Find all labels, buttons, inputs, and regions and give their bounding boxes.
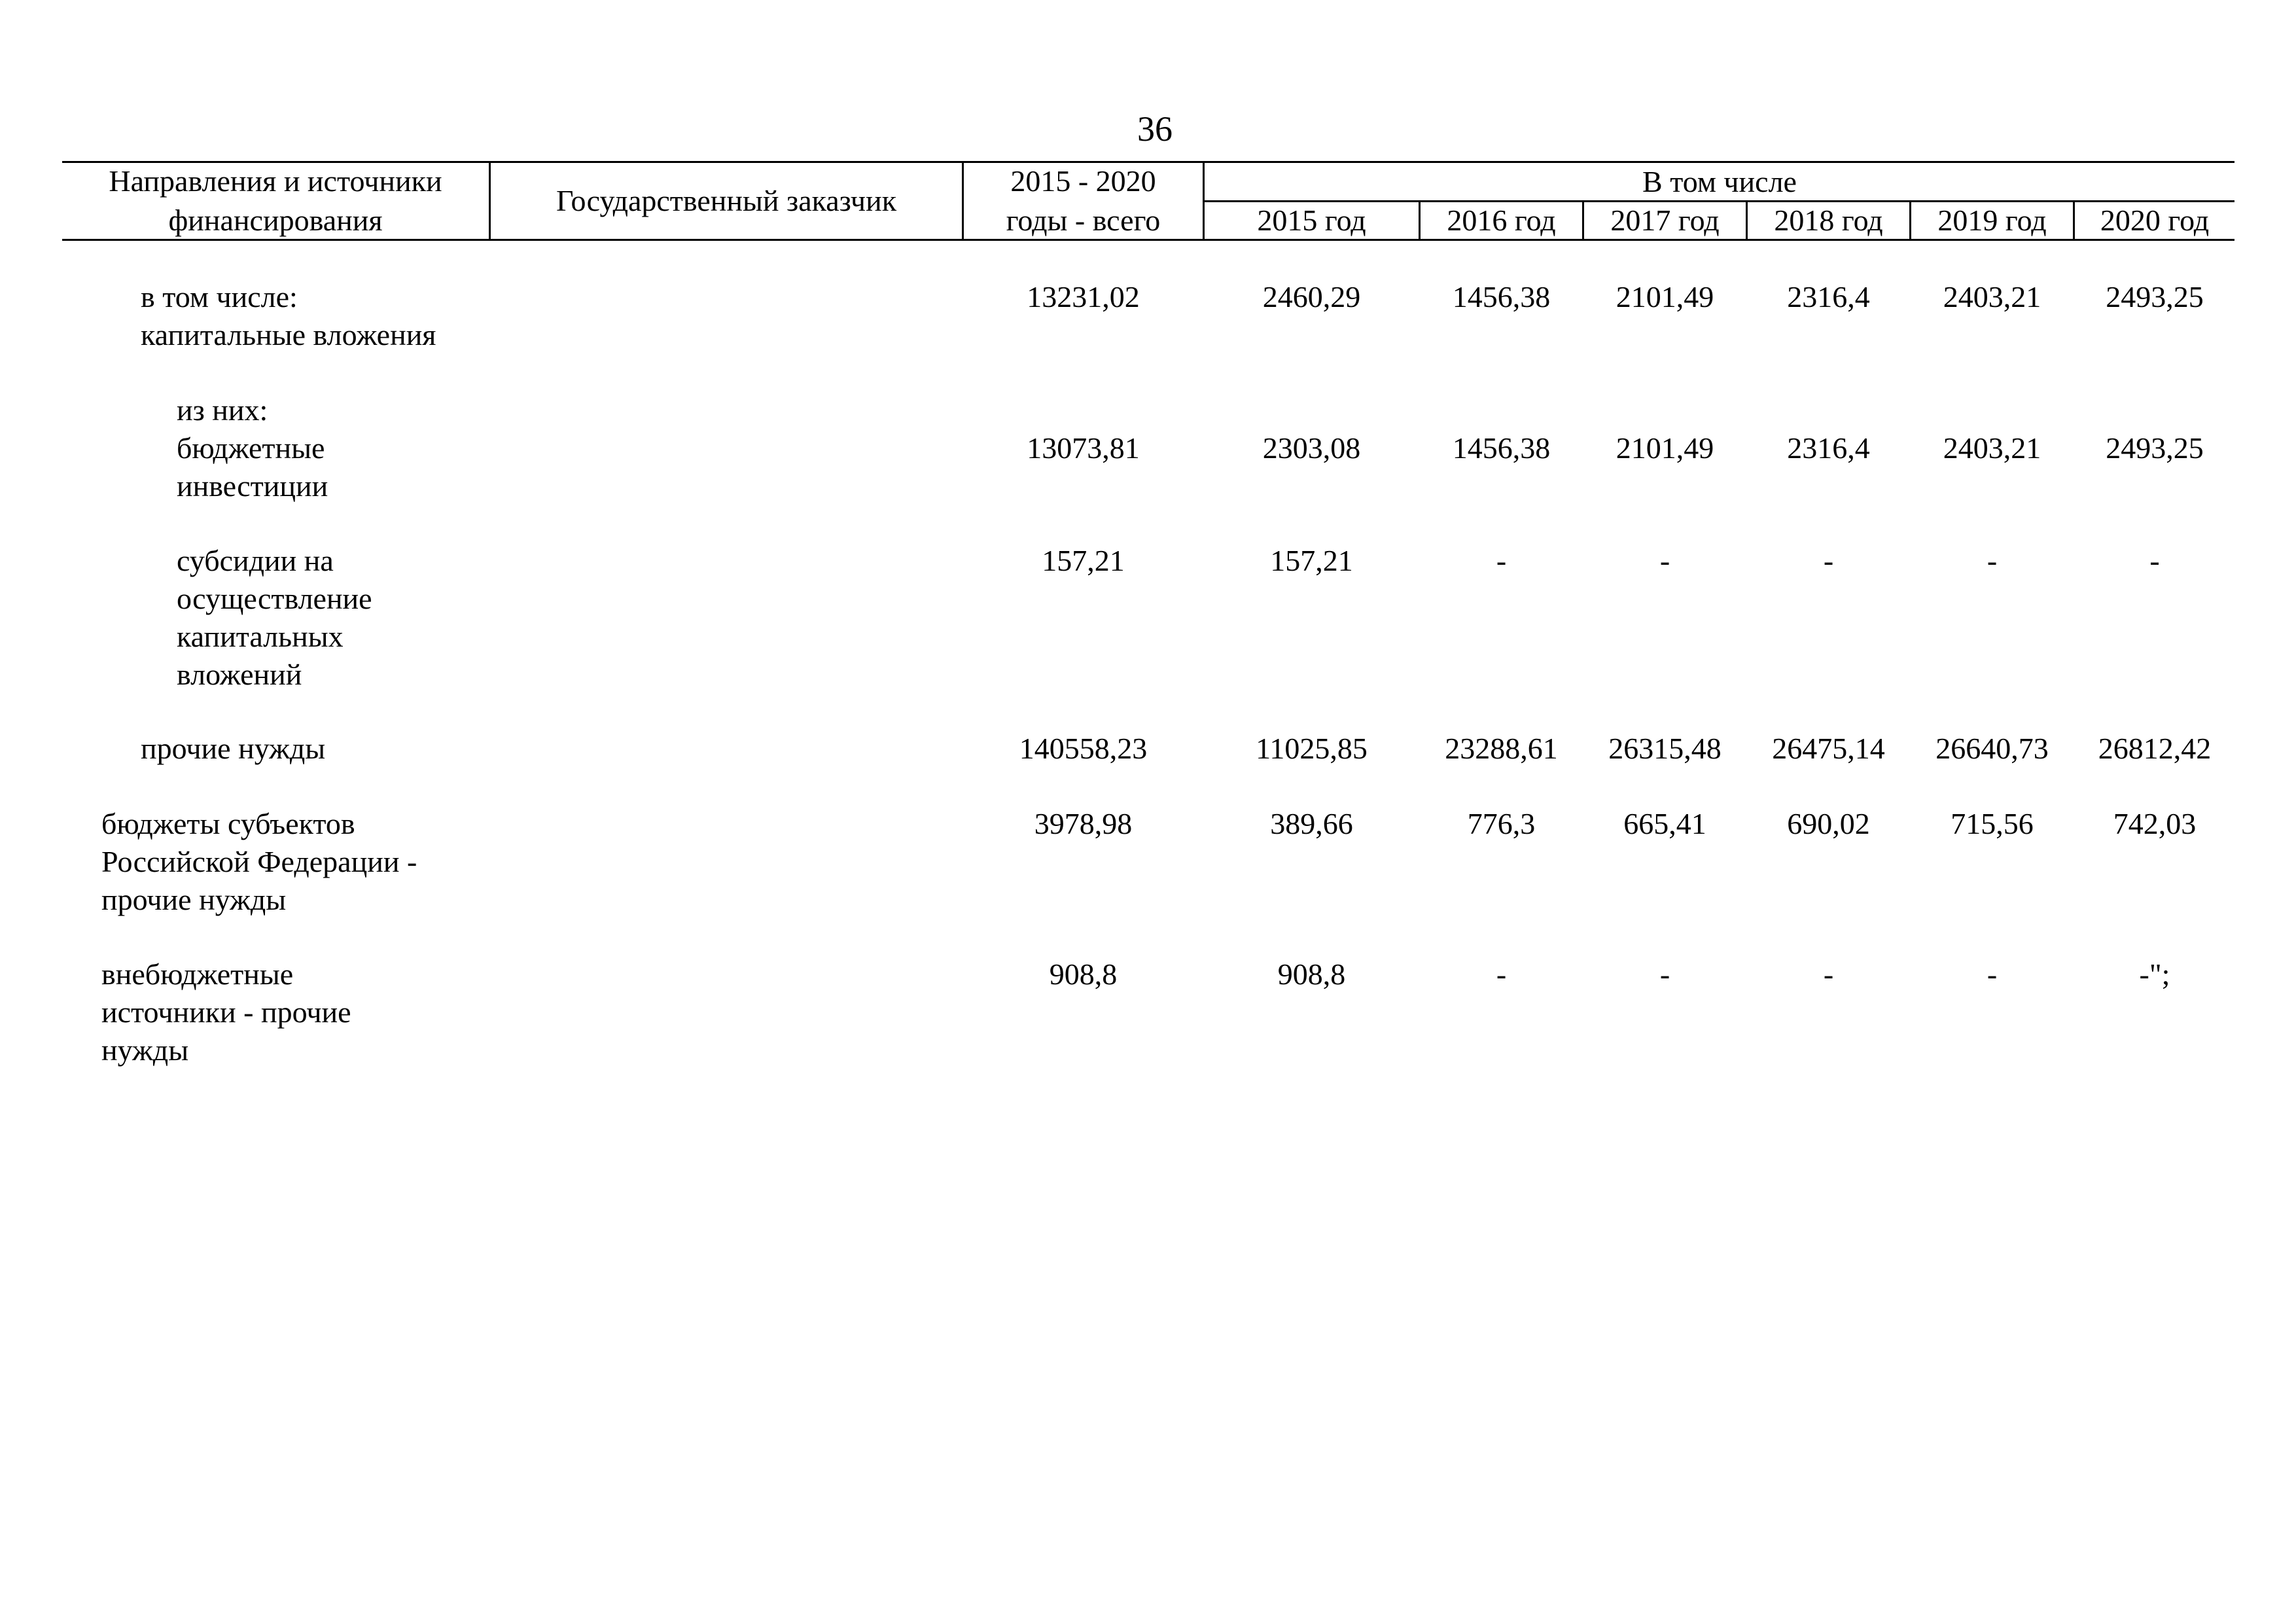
header-total xyxy=(964,163,1203,239)
row-label-regional-budgets xyxy=(101,805,417,919)
cell-2015: 2460,29 xyxy=(1262,280,1361,313)
header-customer-label: Государственный заказчик xyxy=(556,184,897,217)
cell-2018: 690,02 xyxy=(1787,807,1870,840)
cell-2018: - xyxy=(1823,544,1834,577)
header-including-label: В том числе xyxy=(1642,164,1797,198)
header-year-label: 2017 год xyxy=(1610,204,1720,237)
cell-2020: 26812,42 xyxy=(2098,732,2212,765)
header-directions xyxy=(62,163,489,239)
cell-total: 157,21 xyxy=(1042,544,1125,577)
row-label-other-needs xyxy=(141,730,325,768)
cell-2020: 2493,25 xyxy=(2106,431,2204,465)
label-line: осуществление xyxy=(177,582,372,615)
cell-2018: 2316,4 xyxy=(1787,280,1870,313)
header-year xyxy=(1911,202,2073,239)
header-year xyxy=(2075,202,2234,239)
cell-2016: - xyxy=(1496,957,1507,991)
row-label-capital-investments xyxy=(141,278,436,354)
cell-2017: 2101,49 xyxy=(1616,431,1714,465)
cell-2017: - xyxy=(1659,544,1670,577)
cell-2018: 2316,4 xyxy=(1787,431,1870,465)
cell-2016: 776,3 xyxy=(1467,807,1536,840)
label-line: нужды xyxy=(101,1033,189,1067)
cell-2017: - xyxy=(1659,957,1670,991)
header-customer xyxy=(491,163,962,239)
header-year-label: 2020 год xyxy=(2100,204,2210,237)
cell-2018: 26475,14 xyxy=(1772,732,1885,765)
label-line: прочие нужды xyxy=(101,883,287,916)
label-line: вложений xyxy=(177,658,302,691)
cell-2019: 2403,21 xyxy=(1943,431,2041,465)
header-including xyxy=(1205,163,2234,200)
cell-2016: - xyxy=(1496,544,1507,577)
label-line: источники - прочие xyxy=(101,995,351,1029)
page-number: 36 xyxy=(1137,109,1173,149)
cell-2016: 23288,61 xyxy=(1445,732,1558,765)
label-line: внебюджетные xyxy=(101,957,294,991)
header-year xyxy=(1205,202,1419,239)
cell-2019: 2403,21 xyxy=(1943,280,2041,313)
header-year-label: 2016 год xyxy=(1447,204,1556,237)
label-line: капитальных xyxy=(177,620,344,653)
header-year-label: 2019 год xyxy=(1937,204,2047,237)
label-line: субсидии на xyxy=(177,544,334,577)
row-label-budget-investments xyxy=(177,391,328,505)
label-line: инвестиции xyxy=(177,469,328,503)
header-year xyxy=(1748,202,1909,239)
header-year-label: 2018 год xyxy=(1774,204,1883,237)
label-line: капитальные вложения xyxy=(141,318,436,351)
cell-2017: 2101,49 xyxy=(1616,280,1714,313)
cell-2018: - xyxy=(1823,957,1834,991)
label-line: бюджетные xyxy=(177,431,325,465)
label-line: прочие нужды xyxy=(141,732,326,765)
cell-2020: 2493,25 xyxy=(2106,280,2204,313)
cell-2019: - xyxy=(1987,544,1998,577)
header-directions-line2: финансирования xyxy=(168,204,383,237)
cell-2015: 2303,08 xyxy=(1262,431,1361,465)
cell-2016: 1456,38 xyxy=(1452,431,1551,465)
cell-total: 908,8 xyxy=(1049,957,1118,991)
cell-2017: 26315,48 xyxy=(1608,732,1722,765)
cell-total: 3978,98 xyxy=(1034,807,1133,840)
header-total-line2: годы - всего xyxy=(1006,204,1161,237)
cell-2015: 389,66 xyxy=(1270,807,1353,840)
cell-2019: 715,56 xyxy=(1951,807,2034,840)
header-year xyxy=(1584,202,1746,239)
cell-total: 140558,23 xyxy=(1019,732,1148,765)
header-year xyxy=(1421,202,1582,239)
label-line: из них: xyxy=(177,393,268,427)
cell-2015: 11025,85 xyxy=(1256,732,1368,765)
label-line: бюджеты субъектов xyxy=(101,807,355,840)
cell-2015: 157,21 xyxy=(1270,544,1353,577)
header-year-label: 2015 год xyxy=(1257,204,1366,237)
header-directions-line1: Направления и источники xyxy=(109,164,442,198)
cell-2019: 26640,73 xyxy=(1935,732,2049,765)
cell-total: 13231,02 xyxy=(1027,280,1140,313)
cell-2016: 1456,38 xyxy=(1452,280,1551,313)
label-line: Российской Федерации - xyxy=(101,845,417,878)
row-label-capital-subsidies xyxy=(177,542,372,694)
cell-2020: 742,03 xyxy=(2113,807,2197,840)
cell-2017: 665,41 xyxy=(1623,807,1706,840)
cell-2015: 908,8 xyxy=(1277,957,1346,991)
cell-2020: - xyxy=(2149,544,2160,577)
header-total-line1: 2015 - 2020 xyxy=(1010,164,1156,198)
cell-total: 13073,81 xyxy=(1027,431,1140,465)
cell-2019: - xyxy=(1987,957,1998,991)
cell-2020: -"; xyxy=(2139,957,2170,991)
label-line: в том числе: xyxy=(141,280,298,313)
row-label-extrabudgetary-sources xyxy=(101,955,351,1069)
